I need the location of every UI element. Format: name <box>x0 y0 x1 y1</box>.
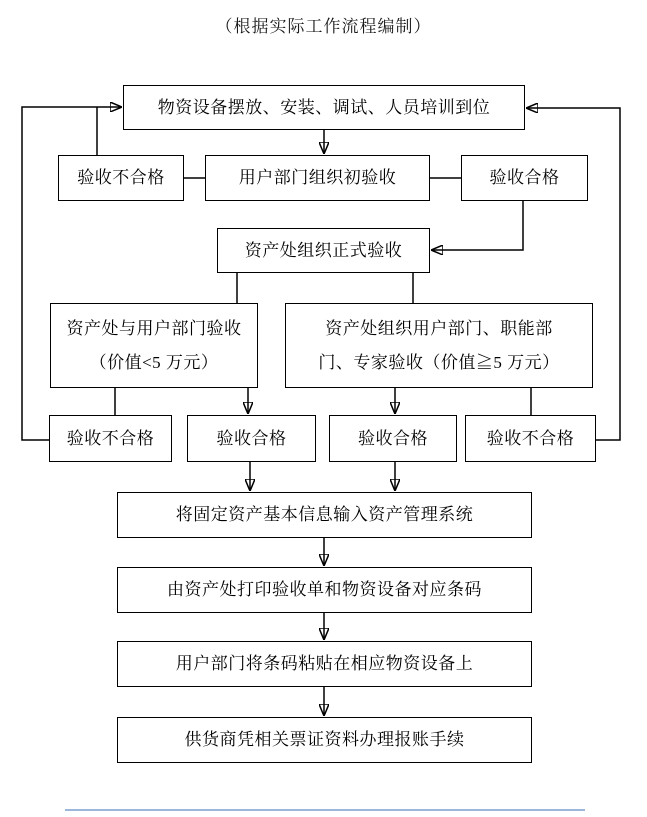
connector-pass-to-formal <box>432 201 523 250</box>
node-setup: 物资设备摆放、安装、调试、人员培训到位 <box>123 85 525 130</box>
node-input-system: 将固定资产基本信息输入资产管理系统 <box>117 492 532 538</box>
node-initial-fail: 验收不合格 <box>58 155 184 201</box>
node-low-value-line2: （价值<5 万元） <box>89 352 219 372</box>
node-low-value-line1: 资产处与用户部门验收 <box>66 319 242 339</box>
node-initial-acceptance: 用户部门组织初验收 <box>205 155 430 201</box>
flowchart-title: （根据实际工作流程编制） <box>215 17 432 36</box>
node-left-pass: 验收合格 <box>187 415 316 462</box>
node-high-value-line2: 门、专家验收（价值≧5 万元） <box>318 352 560 372</box>
node-formal-acceptance: 资产处组织正式验收 <box>217 228 430 273</box>
node-high-value-line1: 资产处组织用户部门、职能部 <box>325 319 553 339</box>
node-right-pass: 验收合格 <box>329 415 457 462</box>
node-paste-barcode: 用户部门将条码粘贴在相应物资设备上 <box>117 641 532 687</box>
bottom-rule <box>65 809 585 811</box>
node-print-barcode: 由资产处打印验收单和物资设备对应条码 <box>117 567 532 613</box>
node-low-value-acceptance <box>50 303 258 388</box>
node-left-fail: 验收不合格 <box>49 415 172 462</box>
node-right-fail: 验收不合格 <box>465 415 596 462</box>
node-initial-pass: 验收合格 <box>461 155 588 201</box>
node-reimbursement: 供货商凭相关票证资料办理报账手续 <box>117 717 532 763</box>
node-high-value-acceptance <box>285 303 593 388</box>
